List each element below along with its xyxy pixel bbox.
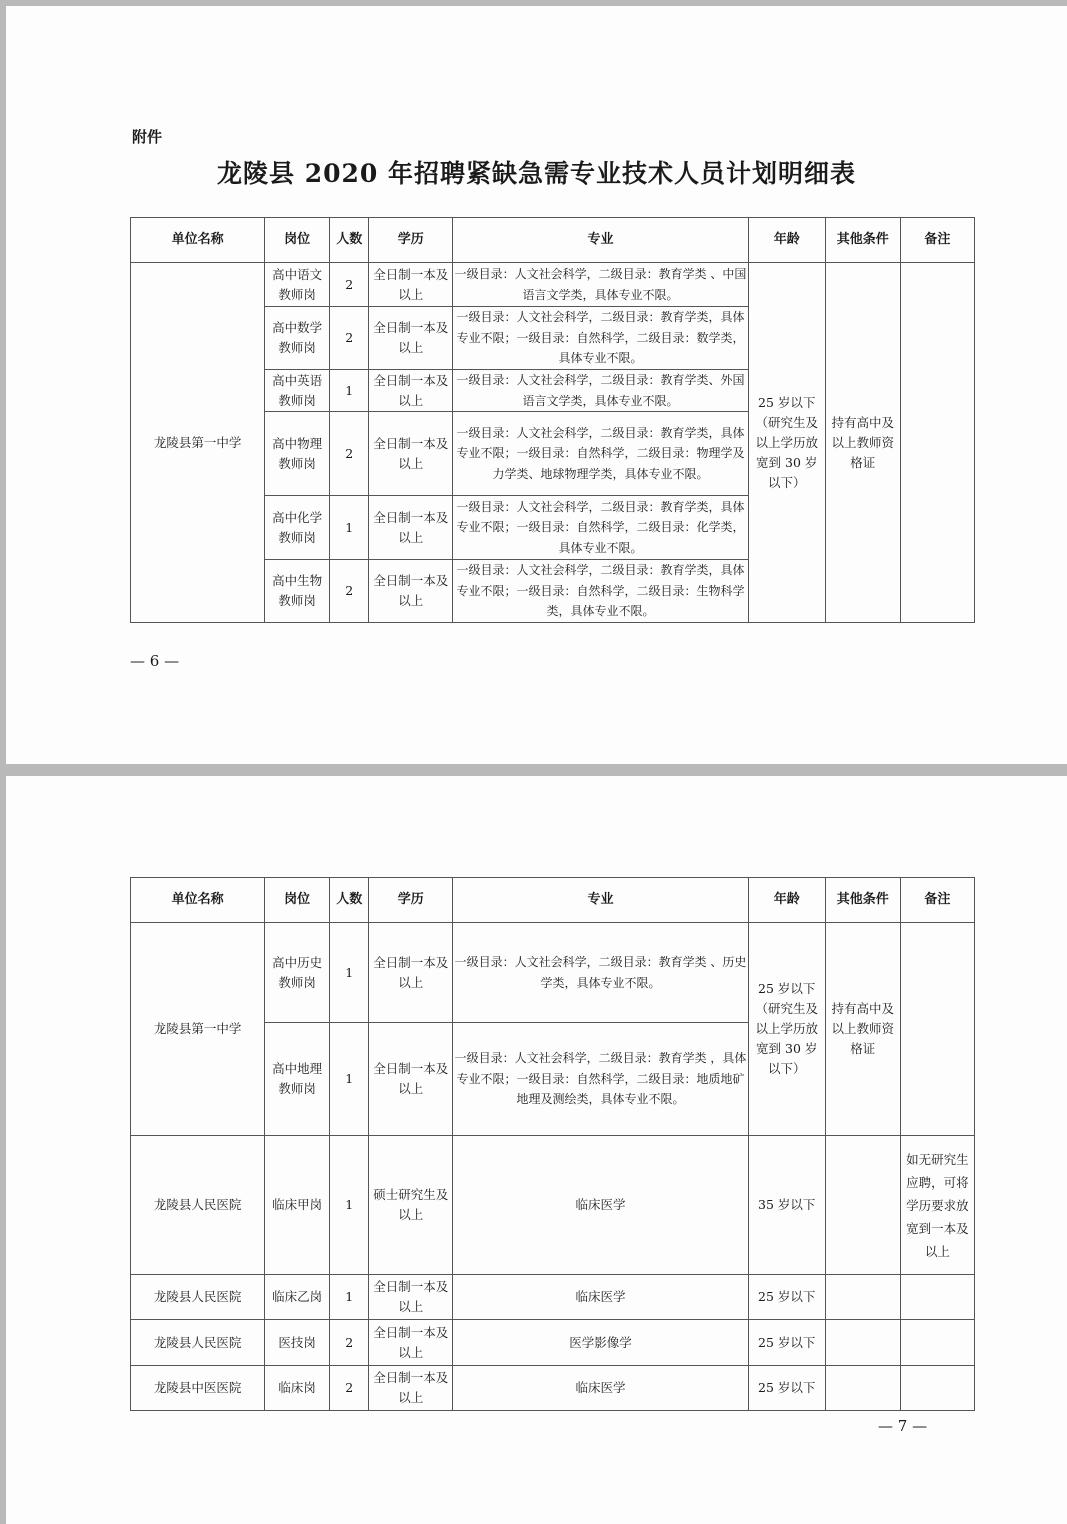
post-cell: 高中数学教师岗	[265, 307, 330, 370]
post-cell: 临床岗	[265, 1366, 330, 1411]
note-cell	[900, 923, 974, 1136]
count-cell: 2	[330, 560, 369, 623]
count-cell: 2	[330, 1366, 369, 1411]
age-cell: 25 岁以下	[748, 1275, 825, 1320]
other-conditions-cell	[825, 1136, 900, 1275]
table-row	[131, 1275, 975, 1320]
note-cell	[900, 1275, 974, 1320]
header-unit: 单位名称	[131, 218, 265, 263]
major-cell: 临床医学	[453, 1275, 748, 1320]
recruitment-table-page-6	[130, 217, 975, 623]
header-post: 岗位	[265, 218, 330, 263]
age-cell: 25 岁以下（研究生及以上学历放宽到 30 岁以下）	[748, 923, 825, 1136]
header-note: 备注	[900, 878, 974, 923]
major-cell: 一级目录：人文社会科学，二级目录：教育学类，具体专业不限；一级目录：自然科学，二级目录：生物科学类，具体专业不限。	[453, 560, 748, 623]
other-conditions-cell	[825, 1320, 900, 1366]
unit-cell: 龙陵县第一中学	[131, 923, 265, 1136]
recruitment-table-page-7	[130, 877, 975, 1411]
note-cell	[900, 1366, 974, 1411]
count-cell: 2	[330, 307, 369, 370]
header-education: 学历	[369, 878, 453, 923]
post-cell: 临床乙岗	[265, 1275, 330, 1320]
education-cell: 全日制一本及以上	[369, 412, 453, 496]
header-post: 岗位	[265, 878, 330, 923]
table-row	[131, 923, 975, 1023]
header-age: 年龄	[748, 878, 825, 923]
post-cell: 高中历史教师岗	[265, 923, 330, 1023]
count-cell: 1	[330, 1275, 369, 1320]
age-cell: 25 岁以下	[748, 1320, 825, 1366]
header-age: 年龄	[748, 218, 825, 263]
education-cell: 全日制一本及以上	[369, 370, 453, 412]
count-cell: 2	[330, 412, 369, 496]
other-conditions-cell	[825, 1366, 900, 1411]
header-major: 专业	[453, 878, 748, 923]
attachment-label: 附件	[132, 128, 163, 146]
unit-cell: 龙陵县第一中学	[131, 263, 265, 623]
major-cell: 一级目录：人文社会科学，二级目录：教育学类 ，具体专业不限；一级目录：自然科学，二级目录：地质地矿地理及测绘类，具体专业不限。	[453, 1023, 748, 1136]
education-cell: 全日制一本及以上	[369, 1320, 453, 1366]
table-row	[131, 1320, 975, 1366]
count-cell: 2	[330, 1320, 369, 1366]
table-header-row	[131, 878, 975, 923]
major-cell: 一级目录：人文社会科学，二级目录：教育学类 、中国语言文学类，具体专业不限。	[453, 263, 748, 307]
education-cell: 全日制一本及以上	[369, 1275, 453, 1320]
other-conditions-cell: 持有高中及以上教师资格证	[825, 923, 900, 1136]
header-other: 其他条件	[825, 878, 900, 923]
education-cell: 全日制一本及以上	[369, 307, 453, 370]
post-cell: 高中语文教师岗	[265, 263, 330, 307]
header-major: 专业	[453, 218, 748, 263]
header-count: 人数	[330, 878, 369, 923]
education-cell: 硕士研究生及以上	[369, 1136, 453, 1275]
education-cell: 全日制一本及以上	[369, 560, 453, 623]
post-cell: 高中英语教师岗	[265, 370, 330, 412]
table-row	[131, 1366, 975, 1411]
major-cell: 临床医学	[453, 1136, 748, 1275]
post-cell: 高中物理教师岗	[265, 412, 330, 496]
unit-cell: 龙陵县人民医院	[131, 1275, 265, 1320]
post-cell: 高中化学教师岗	[265, 496, 330, 560]
header-count: 人数	[330, 218, 369, 263]
header-education: 学历	[369, 218, 453, 263]
unit-cell: 龙陵县中医医院	[131, 1366, 265, 1411]
education-cell: 全日制一本及以上	[369, 1023, 453, 1136]
note-cell	[900, 1320, 974, 1366]
count-cell: 1	[330, 1136, 369, 1275]
major-cell: 一级目录：人文社会科学，二级目录：教育学类，具体专业不限；一级目录：自然科学，二级目录：化学类，具体专业不限。	[453, 496, 748, 560]
other-conditions-cell	[825, 1275, 900, 1320]
page-title: 龙陵县 2020 年招聘紧缺急需专业技术人员计划明细表	[217, 159, 856, 188]
note-cell: 如无研究生应聘，可将学历要求放宽到一本及以上	[900, 1136, 974, 1275]
table-row	[131, 263, 975, 307]
major-cell: 一级目录：人文社会科学，二级目录：教育学类 、历史学类，具体专业不限。	[453, 923, 748, 1023]
page-number: — 6 —	[130, 652, 180, 670]
major-cell: 一级目录：人文社会科学，二级目录：教育学类，具体专业不限；一级目录：自然科学，二级目录：物理学及力学类、地球物理学类，具体专业不限。	[453, 412, 748, 496]
major-cell: 一级目录：人文社会科学，二级目录：教育学类、外国语言文学类，具体专业不限。	[453, 370, 748, 412]
header-other: 其他条件	[825, 218, 900, 263]
education-cell: 全日制一本及以上	[369, 1366, 453, 1411]
page-number: — 7 —	[878, 1417, 928, 1435]
document-page-7	[6, 776, 1067, 1524]
post-cell: 高中地理教师岗	[265, 1023, 330, 1136]
count-cell: 1	[330, 923, 369, 1023]
education-cell: 全日制一本及以上	[369, 923, 453, 1023]
major-cell: 临床医学	[453, 1366, 748, 1411]
post-cell: 医技岗	[265, 1320, 330, 1366]
count-cell: 2	[330, 263, 369, 307]
table-header-row	[131, 218, 975, 263]
count-cell: 1	[330, 1023, 369, 1136]
major-cell: 一级目录：人文社会科学，二级目录：教育学类，具体专业不限；一级目录：自然科学，二级目录：数学类，具体专业不限。	[453, 307, 748, 370]
unit-cell: 龙陵县人民医院	[131, 1320, 265, 1366]
document-page-6	[6, 6, 1067, 764]
other-conditions-cell: 持有高中及以上教师资格证	[825, 263, 900, 623]
header-note: 备注	[900, 218, 974, 263]
post-cell: 高中生物教师岗	[265, 560, 330, 623]
count-cell: 1	[330, 496, 369, 560]
age-cell: 35 岁以下	[748, 1136, 825, 1275]
age-cell: 25 岁以下（研究生及以上学历放宽到 30 岁以下）	[748, 263, 825, 623]
table-row	[131, 1136, 975, 1275]
education-cell: 全日制一本及以上	[369, 263, 453, 307]
header-unit: 单位名称	[131, 878, 265, 923]
education-cell: 全日制一本及以上	[369, 496, 453, 560]
post-cell: 临床甲岗	[265, 1136, 330, 1275]
note-cell	[900, 263, 974, 623]
unit-cell: 龙陵县人民医院	[131, 1136, 265, 1275]
count-cell: 1	[330, 370, 369, 412]
major-cell: 医学影像学	[453, 1320, 748, 1366]
age-cell: 25 岁以下	[748, 1366, 825, 1411]
